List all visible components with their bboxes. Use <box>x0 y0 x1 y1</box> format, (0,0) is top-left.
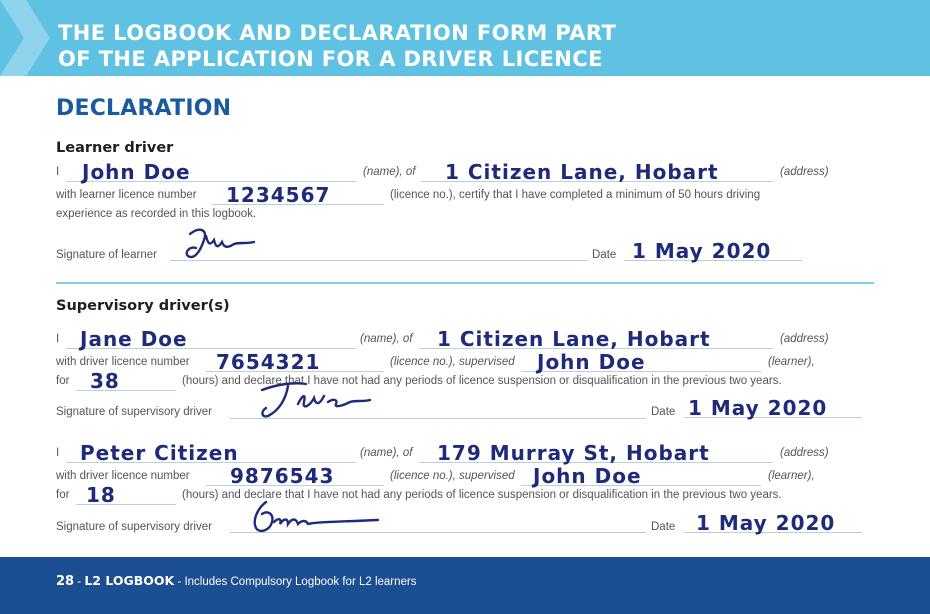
learner-signature-label: Signature of learner <box>56 249 158 261</box>
hours-declaration: (hours) and declare that I have not had any periods of licence suspension or disqualification in the previous two years. <box>182 375 782 387</box>
learner-date-label: Date <box>592 249 617 261</box>
supervisory-heading: Supervisory driver(s) <box>56 298 230 314</box>
supervisor-2-address-field[interactable] <box>419 438 773 463</box>
learner-licence-suffix: (licence no.), certify that I have completed a minimum of 50 hours driving <box>390 189 761 201</box>
learner-suffix: (learner), <box>768 470 815 482</box>
learner-line3: experience as recorded in this logbook. <box>56 208 257 220</box>
supervisor-signature-image <box>244 496 384 536</box>
supervisor-licence-suffix: (licence no.), supervised <box>390 470 515 482</box>
learner-licence-value: 1234567 <box>226 183 331 207</box>
footer-text <box>56 573 417 589</box>
supervisor-signature-image <box>258 378 378 422</box>
footer-bar <box>0 557 930 614</box>
address-suffix: (address) <box>780 166 829 178</box>
learner-suffix: (learner), <box>768 356 815 368</box>
for-label: for <box>56 375 70 387</box>
name-suffix: (name), of <box>360 333 413 345</box>
supervisor-licence-suffix: (licence no.), supervised <box>390 356 515 368</box>
supervisor-2-licence-field[interactable] <box>206 461 384 486</box>
supervisor-name-value: Jane Doe <box>80 327 188 351</box>
supervised-learner-value: John Doe <box>537 350 646 374</box>
supervisor-1-signature-field[interactable] <box>230 394 646 419</box>
address-suffix: (address) <box>780 333 829 345</box>
header-banner <box>0 0 930 76</box>
for-label: for <box>56 489 70 501</box>
i-label: I <box>56 447 60 459</box>
learner-date-field[interactable] <box>624 236 802 261</box>
page-number: 28 <box>56 574 75 589</box>
name-suffix: (name), of <box>363 166 416 178</box>
learner-signature-field[interactable] <box>170 236 588 261</box>
supervisor-1-date-field[interactable] <box>684 393 862 418</box>
supervisor-date-value: 1 May 2020 <box>688 396 828 420</box>
supervisor-address-value: 179 Murray St, Hobart <box>437 441 710 465</box>
supervisor-name-value: Peter Citizen <box>80 441 239 465</box>
learner-licence-prefix: with learner licence number <box>56 189 197 201</box>
address-suffix: (address) <box>780 447 829 459</box>
name-suffix: (name), of <box>360 447 413 459</box>
hours-value: 18 <box>86 483 116 507</box>
book-subtitle: - Includes Compulsory Logbook for L2 learners <box>177 576 417 588</box>
learner-name-value: John Doe <box>82 160 191 184</box>
learner-licence-field[interactable] <box>212 180 384 205</box>
supervisor-1-address-field[interactable] <box>419 324 773 349</box>
hours-declaration: (hours) and declare that I have not had any periods of licence suspension or disqualification in the previous two years. <box>182 489 782 501</box>
page-title: THE LOGBOOK AND DECLARATION FORM PART OF THE APPLICATION FOR A DRIVER LICENCE <box>58 21 617 71</box>
learner-signature-image <box>180 224 260 264</box>
supervisor-licence-value: 9876543 <box>230 464 335 488</box>
supervisor-date-label: Date <box>651 406 676 418</box>
learner-heading: Learner driver <box>56 140 174 156</box>
supervisor-1-licence-field[interactable] <box>206 347 384 372</box>
learner-address-value: 1 Citizen Lane, Hobart <box>445 160 719 184</box>
supervisor-date-value: 1 May 2020 <box>696 511 836 535</box>
supervisor-licence-prefix: with driver licence number <box>56 356 190 368</box>
supervisor-2-signature-field[interactable] <box>230 508 646 533</box>
learner-address-field[interactable] <box>421 157 773 182</box>
chevron-right-icon <box>0 0 60 76</box>
i-label: I <box>56 333 60 345</box>
supervisor-signature-label: Signature of supervisory driver <box>56 521 212 533</box>
supervisor-address-value: 1 Citizen Lane, Hobart <box>437 327 711 351</box>
supervisor-licence-prefix: with driver licence number <box>56 470 190 482</box>
footer-separator: - <box>77 576 82 588</box>
section-divider <box>56 282 874 284</box>
supervisor-2-learner-field[interactable] <box>521 461 761 486</box>
supervisor-licence-value: 7654321 <box>216 350 321 374</box>
learner-name-field[interactable] <box>66 157 356 182</box>
supervisor-1-name-field[interactable] <box>66 324 356 349</box>
section-title: DECLARATION <box>56 96 232 121</box>
supervisor-1-learner-field[interactable] <box>521 347 761 372</box>
supervisor-2-date-field[interactable] <box>684 508 862 533</box>
supervisor-1-hours-field[interactable] <box>76 366 176 391</box>
supervisor-2-hours-field[interactable] <box>76 480 176 505</box>
learner-date-value: 1 May 2020 <box>632 239 772 263</box>
i-label: I <box>56 166 60 178</box>
supervisor-date-label: Date <box>651 521 676 533</box>
supervisor-signature-label: Signature of supervisory driver <box>56 406 212 418</box>
hours-value: 38 <box>90 369 120 393</box>
book-title: L2 LOGBOOK <box>84 573 175 588</box>
supervised-learner-value: John Doe <box>533 464 642 488</box>
supervisor-2-name-field[interactable] <box>66 438 356 463</box>
